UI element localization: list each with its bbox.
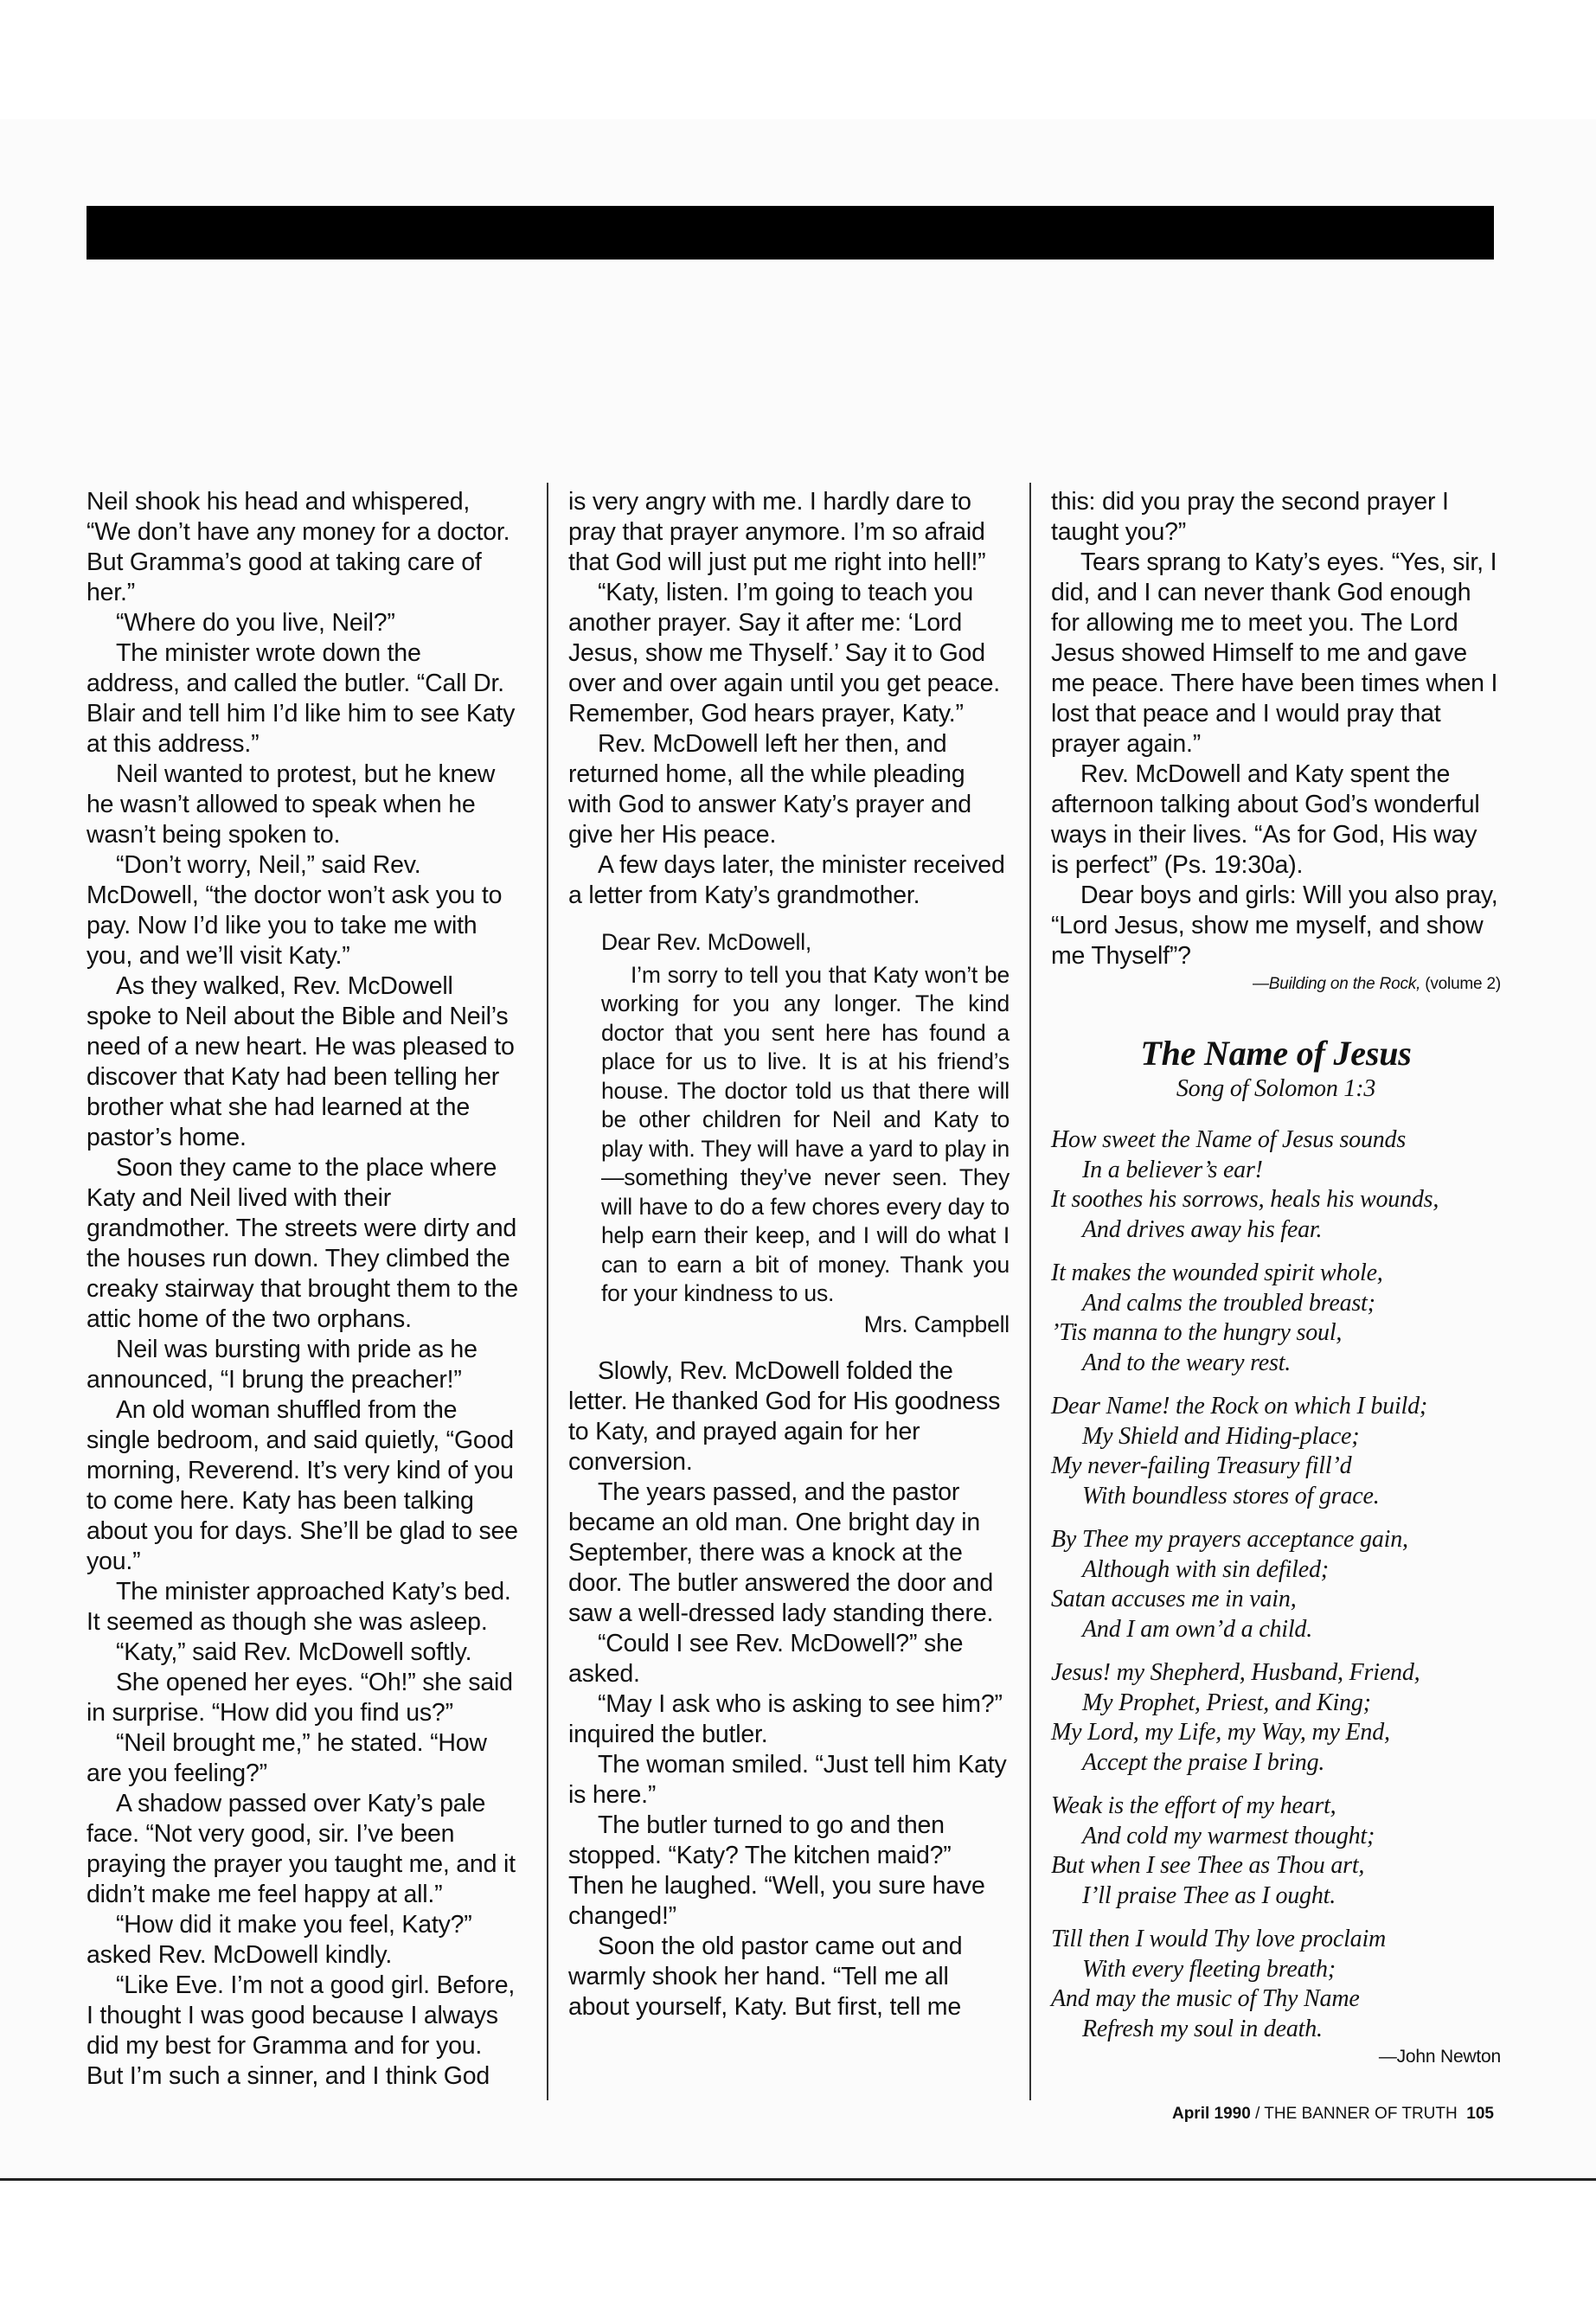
paragraph: The butler turned to go and then stopped. “Katy? The kitchen maid?” Then he laughed. “Well, you sure have changed!” [568, 1811, 985, 1930]
paragraph: Dear boys and girls: Will you also pray, “Lord Jesus, show me myself, and show me Thyself”? [1051, 881, 1498, 970]
paragraph: “Don’t worry, Neil,” said Rev. McDowell, “the doctor won’t ask you to pay. Now I’d like you to take me with you, and we’ll visit Katy.” [87, 851, 503, 970]
story-column-1 [87, 487, 519, 2092]
poem-line: And to the weary rest. [1082, 1349, 1292, 1376]
paragraph: She opened her eyes. “Oh!” she said in surprise. “How did you find us?” [87, 1669, 513, 1727]
paragraph: A shadow passed over Katy’s pale face. “Not very good, sir. I’ve been praying the prayer you taught me, and it didn’t make me feel happy at all.” [87, 1790, 516, 1908]
paragraph: “Where do you live, Neil?” [116, 609, 395, 637]
poem-title: The Name of Jesus [1140, 1034, 1412, 1073]
poem-line: And may the music of Thy Name [1051, 1985, 1360, 2012]
poem-line: And I am own’d a child. [1082, 1615, 1313, 1643]
paragraph: “How did it make you feel, Katy?” asked Rev. McDowell kindly. [87, 1911, 472, 1969]
credit-volume: (volume 2) [1425, 975, 1501, 993]
paragraph: Neil shook his head and whispered, “We don’t have any money for a doctor. But Gramma’s good at taking care of her.” [87, 488, 510, 606]
source-credit [1051, 973, 1501, 996]
poem-line: My never-failing Treasury fill’d [1051, 1452, 1352, 1479]
paragraph: The minister wrote down the address, and called the butler. “Call Dr. Blair and tell him I’d like him to see Katy at this address.” [87, 639, 516, 758]
credit-title: Building on the Rock, [1268, 975, 1421, 993]
letter-body: I’m sorry to tell you that Katy won’t be working for you any longer. The kind doctor that you sent here has found a place for us to live. It is at his friend’s house. The doctor told us that there will be other children for Neil and Katy to play with. They will have a yard to play in—something they’ve never seen. They will have to do a few chores every day to help earn their keep, and I will do what I can to earn a bit of money. Thank you for your kindness to us. [601, 961, 1010, 1306]
poem-stanza [1051, 1392, 1501, 1511]
poem-line: Refresh my soul in death. [1082, 2015, 1323, 2042]
footer-separator: / [1250, 2105, 1265, 2123]
footer-publication: THE BANNER OF TRUTH [1264, 2105, 1458, 2123]
poem-line: I’ll praise Thee as I ought. [1082, 1881, 1336, 1909]
paragraph: Neil wanted to protest, but he knew he wasn’t allowed to speak when he wasn’t being spoken to. [87, 760, 496, 849]
paragraph: A few days later, the minister received a letter from Katy’s grandmother. [568, 851, 1005, 909]
poem-line: And calms the troubled breast; [1082, 1289, 1375, 1317]
paragraph: As they walked, Rev. McDowell spoke to Neil about the Bible and Neil’s need of a new heart. He was pleased to discover that Katy had been telling her brother what she had learned at the pastor’s home. [87, 972, 515, 1151]
poem-line: But when I see Thee as Thou art, [1051, 1852, 1365, 1879]
poem-line: And drives away his fear. [1082, 1215, 1323, 1243]
paragraph: this: did you pray the second prayer I taught you?” [1051, 488, 1449, 546]
poem-stanza [1051, 1525, 1501, 1644]
poem-stanza [1051, 1925, 1501, 2044]
poem-stanza [1051, 1658, 1501, 1778]
poem-line: With boundless stores of grace. [1082, 1482, 1380, 1509]
letter-salutation: Dear Rev. McDowell, [601, 929, 812, 955]
paragraph: An old woman shuffled from the single bedroom, and said quietly, “Good morning, Reverend. It’s very kind of you to come here. Katy has been talking about you for days. She’ll be glad to see you.” [87, 1396, 518, 1575]
paragraph: Soon the old pastor came out and warmly shook her hand. “Tell me all about yourself, Katy. But first, tell me [568, 1932, 963, 2021]
footer-date: April 1990 [1171, 2105, 1251, 2123]
paragraph: Tears sprang to Katy’s eyes. “Yes, sir, I did, and I can never thank God enough for allowing me to meet you. The Lord Jesus showed Himself to me and gave me peace. There have been times when I lost that peace and I would pray that prayer again.” [1051, 548, 1498, 758]
paragraph: Soon they came to the place where Katy and Neil lived with their grandmother. The streets were dirty and the houses run down. They climbed the creaky stairway that brought them to the attic home of the two orphans. [87, 1154, 518, 1333]
poem-stanza [1051, 1259, 1501, 1378]
credit-dash: — [1252, 975, 1269, 993]
poem-line: It soothes his sorrows, heals his wounds, [1051, 1186, 1439, 1213]
poem-line: Weak is the effort of my heart, [1051, 1792, 1336, 1819]
poem-line: By Thee my prayers acceptance gain, [1051, 1526, 1408, 1553]
poem-line: My Prophet, Priest, and King; [1082, 1689, 1371, 1716]
poem-stanza [1051, 1791, 1501, 1911]
paragraph: The minister approached Katy’s bed. It seemed as though she was asleep. [87, 1578, 511, 1636]
paragraph: Slowly, Rev. McDowell folded the letter. He thanked God for His goodness to Katy, and prayed again for her conversion. [568, 1357, 1001, 1476]
column-rule-right [1029, 483, 1031, 2100]
poem-line: With every fleeting breath; [1082, 1955, 1336, 1983]
paragraph: The years passed, and the pastor became an old man. One bright day in September, there was a knock at the door. The butler answered the door and saw a well-dressed lady standing there. [568, 1478, 994, 1627]
poem-line: Accept the praise I bring. [1082, 1748, 1325, 1776]
poem-line: In a believer’s ear! [1082, 1156, 1263, 1183]
poem-reference: Song of Solomon 1:3 [1176, 1075, 1376, 1102]
letter-block [601, 928, 1010, 1339]
poem-line: It makes the wounded spirit whole, [1051, 1259, 1383, 1286]
poem-line: My Lord, my Life, my Way, my End, [1051, 1719, 1390, 1746]
paragraph: “Katy,” said Rev. McDowell softly. [116, 1638, 472, 1666]
poem-line: Dear Name! the Rock on which I build; [1051, 1393, 1428, 1420]
letter-signature: Mrs. Campbell [863, 1311, 1010, 1337]
poem-line: And cold my warmest thought; [1082, 1822, 1375, 1849]
paragraph: “Neil brought me,” he stated. “How are you feeling?” [87, 1729, 487, 1787]
header-bar [87, 206, 1494, 260]
poem-line: ’Tis manna to the hungry soul, [1051, 1319, 1343, 1346]
story-column-3 [1051, 487, 1501, 2068]
poem-line: My Shield and Hiding-place; [1082, 1422, 1360, 1450]
paragraph: The woman smiled. “Just tell him Katy is here.” [568, 1751, 1007, 1809]
poem-line: Although with sin defiled; [1082, 1555, 1329, 1583]
paragraph: is very angry with me. I hardly dare to pray that prayer anymore. I’m so afraid that God will just put me right into hell!” [568, 488, 986, 576]
poem-line: How sweet the Name of Jesus sounds [1051, 1126, 1407, 1153]
paragraph: “May I ask who is asking to see him?” inquired the butler. [568, 1690, 1003, 1748]
column-rule-left [547, 483, 548, 2100]
paragraph: “Like Eve. I’m not a good girl. Before, I thought I was good because I always did my best for Gramma and for you. But I’m such a sinner, and I think God [87, 1971, 516, 2090]
paragraph: Rev. McDowell and Katy spent the afternoon talking about God’s wonderful ways in their lives. “As for God, His way is perfect” (Ps. 19:30a). [1051, 760, 1480, 879]
poem-line: Satan accuses me in vain, [1051, 1586, 1297, 1612]
paragraph: “Katy, listen. I’m going to teach you another prayer. Say it after me: ‘Lord Jesus, show me Thyself.’ Say it to God over and over again until you get peace. Remember, God hears prayer, Katy.” [568, 579, 1001, 727]
poem-line: Jesus! my Shepherd, Husband, Friend, [1051, 1659, 1420, 1686]
page-footer [1038, 2104, 1494, 2125]
story-column-2 [568, 487, 1010, 2022]
paragraph: Rev. McDowell left her then, and returned home, all the while pleading with God to answer Katy’s prayer and give her His peace. [568, 730, 971, 849]
paragraph: “Could I see Rev. McDowell?” she asked. [568, 1630, 964, 1688]
poem-stanza [1051, 1125, 1501, 1245]
page-number: 105 [1466, 2105, 1494, 2123]
poem-author: —John Newton [1378, 2047, 1501, 2067]
paragraph: Neil was bursting with pride as he announced, “I brung the preacher!” [87, 1336, 478, 1394]
poem-line: Till then I would Thy love proclaim [1051, 1926, 1387, 1952]
